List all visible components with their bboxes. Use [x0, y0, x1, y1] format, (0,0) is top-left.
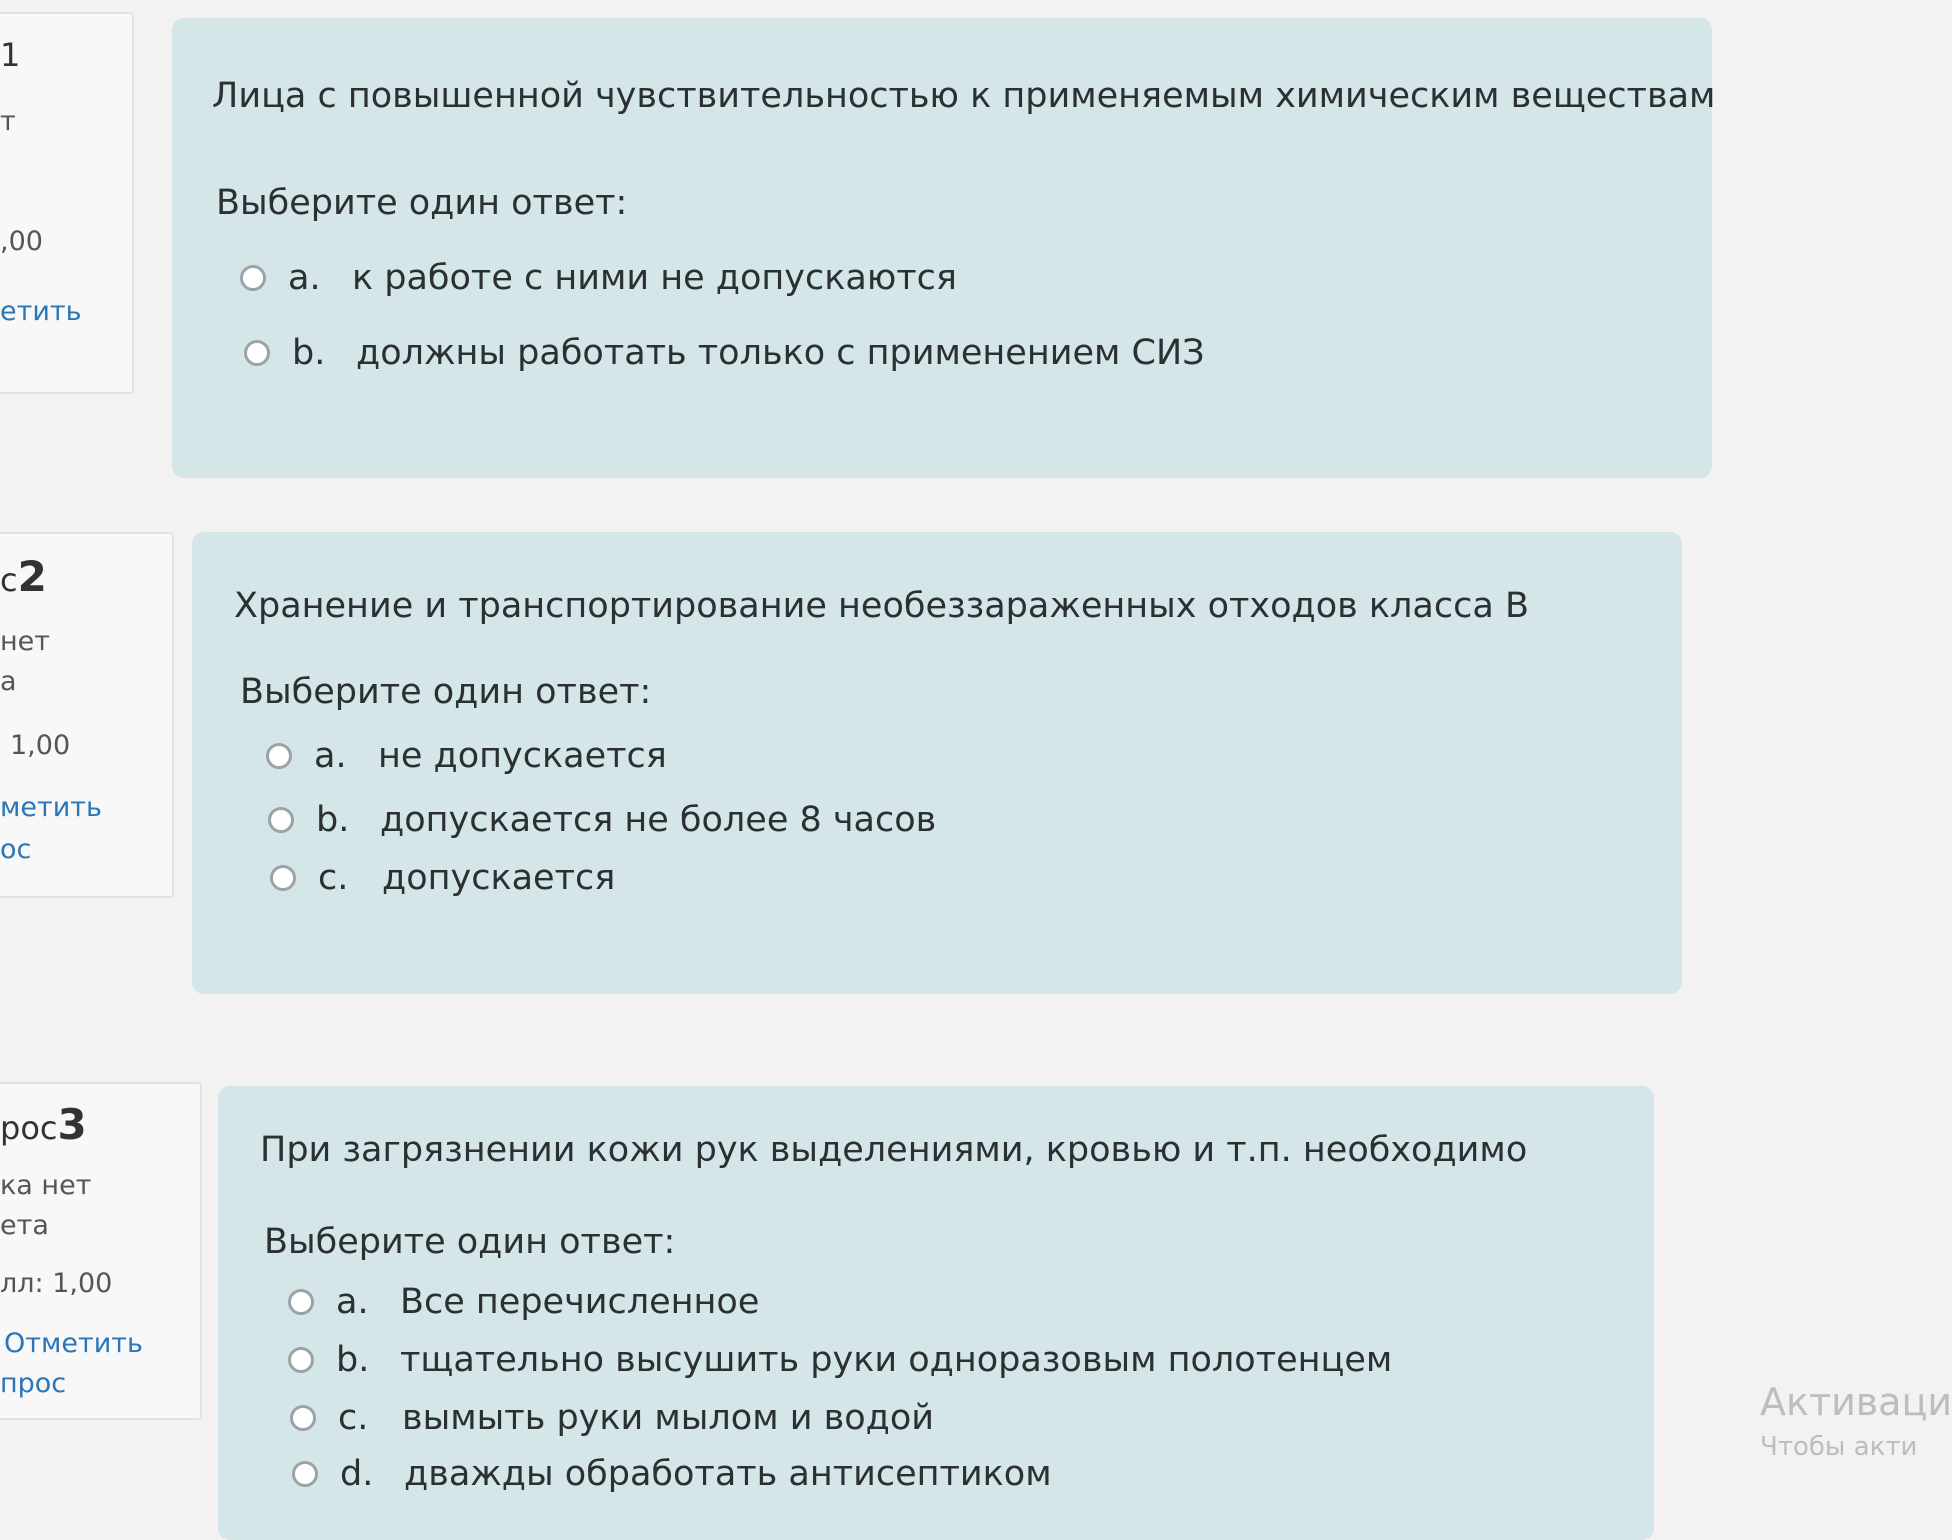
answer-letter: a. — [336, 1282, 369, 1322]
answer-text: Все перечисленное — [400, 1282, 760, 1322]
radio-button[interactable] — [288, 1347, 314, 1373]
question-label: рос — [0, 1109, 58, 1147]
question-3-card — [218, 1086, 1654, 1540]
question-text: Лица с повышенной чувствительностью к применяемым химическим веществам — [212, 76, 1716, 116]
answer-option-d[interactable] — [292, 1454, 1052, 1494]
answer-prompt: Выберите один ответ: — [216, 183, 628, 223]
answer-text: к работе с ними не допускаются — [352, 258, 957, 298]
activation-watermark-subtitle: Чтобы акти — [1760, 1432, 1918, 1462]
question-number: 1 — [0, 36, 21, 74]
question-text: Хранение и транспортирование необеззараженных отходов класса В — [234, 586, 1529, 626]
question-2-card — [192, 532, 1682, 994]
answer-letter: d. — [340, 1454, 374, 1494]
answer-letter: b. — [336, 1340, 370, 1380]
radio-button[interactable] — [270, 865, 296, 891]
flag-question-link-line2[interactable]: прос — [0, 1368, 67, 1399]
answer-option-a[interactable] — [240, 258, 957, 298]
answer-option-c[interactable] — [290, 1398, 934, 1438]
question-number-value: 2 — [17, 552, 47, 601]
question-1-info-panel — [0, 12, 134, 394]
question-status: т — [0, 106, 16, 137]
answer-letter: b. — [316, 800, 350, 840]
answer-text: должны работать только с применением СИЗ — [356, 333, 1205, 373]
question-status-line2: а — [0, 666, 17, 697]
answer-option-b[interactable] — [268, 800, 936, 840]
answer-text: допускается — [382, 858, 616, 898]
answer-letter: a. — [314, 736, 347, 776]
question-status: нет — [0, 626, 50, 657]
question-number — [0, 1100, 87, 1149]
radio-button[interactable] — [292, 1461, 318, 1487]
answer-letter: a. — [288, 258, 321, 298]
answer-option-b[interactable] — [288, 1340, 1392, 1380]
question-1-card — [172, 18, 1716, 478]
question-points: 1,00 — [10, 730, 71, 761]
answer-text: не допускается — [378, 736, 667, 776]
answer-option-c[interactable] — [270, 858, 615, 898]
activation-watermark-title: Активаци — [1760, 1380, 1952, 1424]
answer-letter: c. — [318, 858, 349, 898]
radio-button[interactable] — [290, 1405, 316, 1431]
question-number-value: 3 — [57, 1100, 87, 1149]
question-points: ,00 — [0, 226, 43, 257]
radio-button[interactable] — [268, 807, 294, 833]
radio-button[interactable] — [288, 1289, 314, 1315]
question-status-line2: ета — [0, 1210, 49, 1241]
question-label: с — [0, 561, 18, 599]
radio-button[interactable] — [244, 340, 270, 366]
radio-button[interactable] — [240, 265, 266, 291]
question-2-info-panel — [0, 532, 174, 898]
answer-text: дважды обработать антисептиком — [404, 1454, 1052, 1494]
flag-question-link[interactable]: Отметить — [4, 1328, 143, 1359]
answer-text: тщательно высушить руки одноразовым полотенцем — [400, 1340, 1393, 1380]
answer-option-a[interactable] — [266, 736, 667, 776]
question-text: При загрязнении кожи рук выделениями, кровью и т.п. необходимо — [260, 1130, 1528, 1170]
radio-button[interactable] — [266, 743, 292, 769]
answer-letter: c. — [338, 1398, 369, 1438]
flag-question-link[interactable]: метить — [0, 792, 102, 823]
flag-question-link-line2[interactable]: ос — [0, 834, 32, 865]
answer-option-a[interactable] — [288, 1282, 759, 1322]
answer-prompt: Выберите один ответ: — [264, 1222, 676, 1262]
answer-letter: b. — [292, 333, 326, 373]
answer-option-b[interactable] — [244, 333, 1205, 373]
flag-question-link[interactable]: етить — [0, 296, 82, 327]
question-points: лл: 1,00 — [0, 1268, 113, 1299]
answer-prompt: Выберите один ответ: — [240, 672, 652, 712]
question-3-info-panel — [0, 1082, 202, 1420]
answer-text: вымыть руки мылом и водой — [402, 1398, 935, 1438]
question-number — [0, 552, 47, 601]
answer-text: допускается не более 8 часов — [380, 800, 937, 840]
question-status: ка нет — [0, 1170, 92, 1201]
